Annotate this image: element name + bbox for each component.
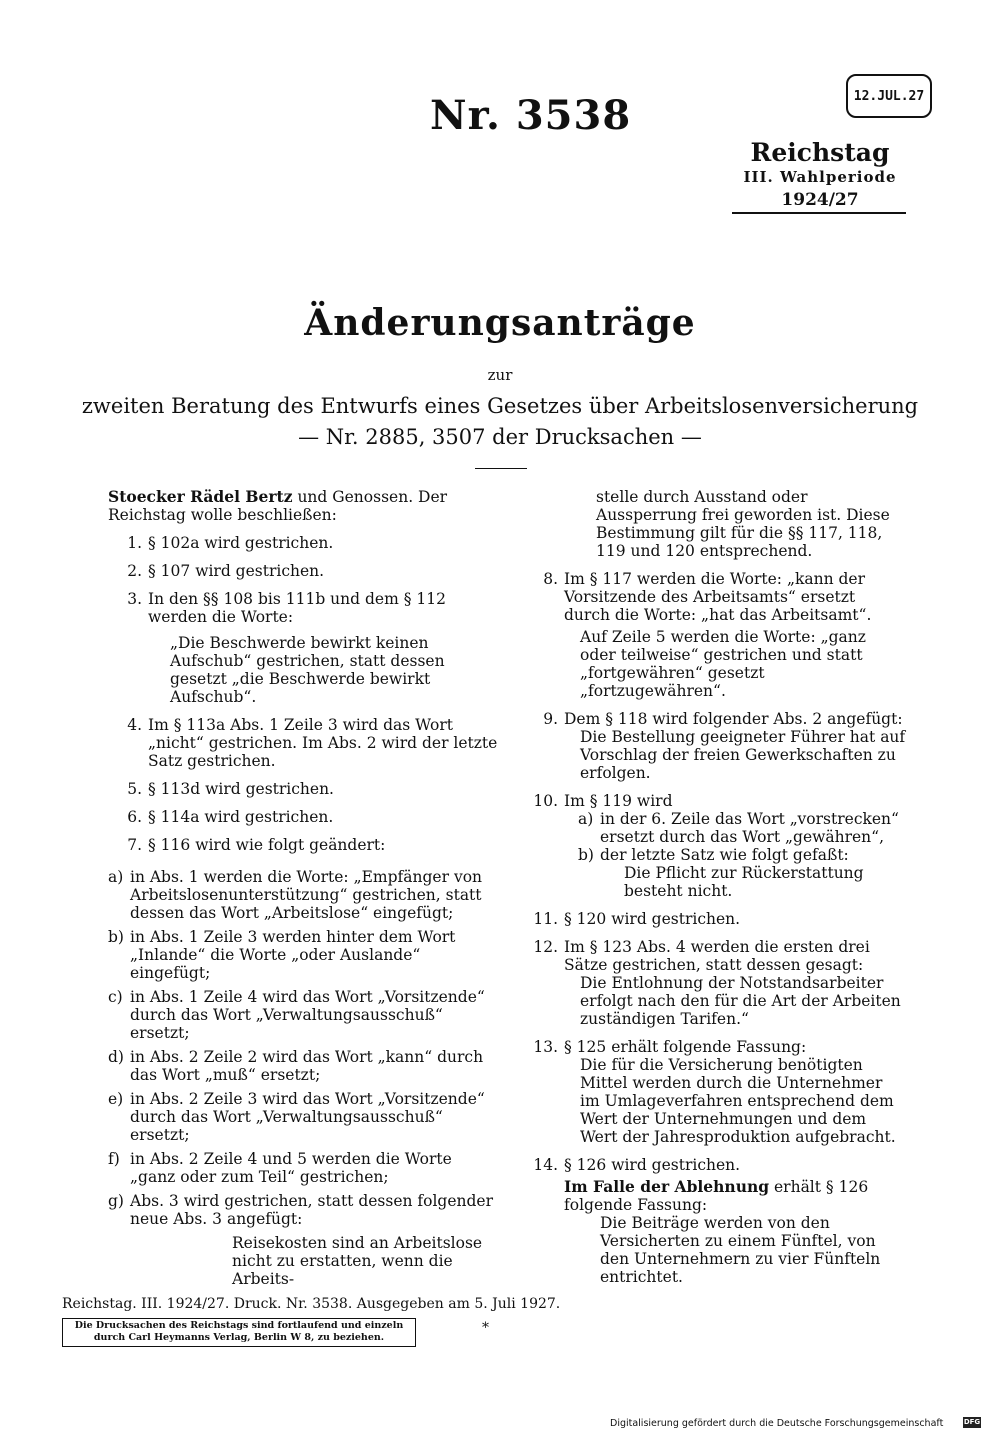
wahlperiode-label: III. Wahlperiode <box>743 168 897 186</box>
list-item: 11. § 120 wird gestrichen. <box>533 910 741 928</box>
publisher-box <box>62 1318 416 1347</box>
list-item: 4. Im § 113a Abs. 1 Zeile 3 wird das Wort „nicht“ gestrichen. Im Abs. 2 wird der letzte Satz gestrichen. <box>127 716 498 770</box>
list-item: 8. Im § 117 werden die Worte: „kann der Vorsitzende des Arbeitsamts“ ersetzt durch die Worte: „hat das Arbeitsamt“. <box>543 570 872 624</box>
intro <box>108 488 498 524</box>
list-item: 12. Im § 123 Abs. 4 werden die ersten drei Sätze gestrichen, statt dessen gesagt: <box>533 938 870 974</box>
digitization-credit: Digitalisierung gefördert durch die Deutsche Forschungsgemeinschaft <box>610 1418 944 1429</box>
sub-item: f) in Abs. 2 Zeile 4 und 5 werden die Worte „ganz oder zum Teil“ gestrichen; <box>108 1150 452 1186</box>
list-item: 6. § 114a wird gestrichen. <box>127 808 334 826</box>
list-item: 3. In den §§ 108 bis 111b und dem § 112 werden die Worte: <box>127 590 446 626</box>
list-item-detail: Die für die Versicherung benötigten Mittel werden durch die Unternehmer im Umlageverfahren entsprechend dem Wert der Unternehmungen und dem Wert der Jahresproduktion aufgebracht. <box>580 1056 896 1146</box>
list-item: 1. § 102a wird gestrichen. <box>127 534 334 552</box>
publisher-line-1: Die Drucksachen des Reichstags sind fortlaufend und einzeln <box>74 1320 404 1331</box>
sub-item: b) der letzte Satz wie folgt gefaßt: <box>578 846 849 864</box>
list-item: 5. § 113d wird gestrichen. <box>127 780 334 798</box>
document-number: Nr. 3538 <box>430 92 632 139</box>
list-item-detail: Die Bestellung geeigneter Führer hat auf Vorschlag der freien Gewerkschaften zu erfolgen. <box>580 728 906 782</box>
publication-line: Reichstag. III. 1924/27. Druck. Nr. 3538. Ausgegeben am 5. Juli 1927. <box>62 1296 561 1312</box>
document-title: Änderungsanträge <box>304 302 696 344</box>
title-subtitle: zweiten Beratung des Entwurfs eines Gesetzes über Arbeitslosenversicherung <box>81 394 919 418</box>
years-label: 1924/27 <box>781 190 859 210</box>
list-item: 13. § 125 erhält folgende Fassung: <box>533 1038 807 1056</box>
list-item: 7. § 116 wird wie folgt geändert: <box>127 836 386 854</box>
sub-item: a) in Abs. 1 werden die Worte: „Empfänger von Arbeitslosenunterstützung“ gestrichen, statt dessen das Wort „Arbeitslose“ eingefügt; <box>108 868 483 922</box>
left-column <box>108 488 498 1288</box>
list-item-detail: Die Entlohnung der Notstandsarbeiter erfolgt nach den für die Art der Arbeiten zuständigen Tarifen.“ <box>580 974 901 1028</box>
sub-item: a) in der 6. Zeile das Wort „vorstrecken“ ersetzt durch das Wort „gewähren“, <box>578 810 899 846</box>
intro-text: und Genossen. Der Reichstag wolle beschließen: <box>108 488 448 524</box>
title-divider <box>475 468 527 469</box>
date-stamp: 12.JUL.27 <box>846 74 932 118</box>
intro-names: Stoecker Rädel Bertz <box>108 487 293 506</box>
continued-text: stelle durch Ausstand oder Aussperrung frei geworden ist. Diese Bestimmung gilt für die §§ 117, 118, 119 und 120 entsprechend. <box>596 488 890 560</box>
list-item-detail: Die Beiträge werden von den Versicherten zu einem Fünftel, von den Unternehmern zu vier Fünfteln entrichtet. <box>600 1214 881 1286</box>
right-column <box>524 488 906 1286</box>
title-reference: — Nr. 2885, 3507 der Drucksachen — <box>298 425 702 449</box>
asterisk-mark: * <box>482 1320 489 1336</box>
list-item: 14. § 126 wird gestrichen. <box>533 1156 741 1174</box>
title-zur: zur <box>487 366 513 384</box>
dfg-logo: DFG <box>963 1418 981 1426</box>
sub-item: b) in Abs. 1 Zeile 3 werden hinter dem Wort „Inlande“ die Worte „oder Auslande“ eingefügt; <box>108 928 456 982</box>
header-rule <box>732 212 906 214</box>
list-item: 10. Im § 119 wird <box>533 792 673 810</box>
reichstag-label: Reichstag <box>750 138 890 167</box>
list-item-detail: Im Falle der Ablehnung erhält § 126 folgende Fassung: <box>564 1177 869 1214</box>
sub-item: c) in Abs. 1 Zeile 4 wird das Wort „Vorsitzende“ durch das Wort „Verwaltungsausschuß“ ersetzt; <box>108 988 485 1042</box>
list-item-quote: „Die Beschwerde bewirkt keinen Aufschub“ gestrichen, statt dessen gesetzt „die Beschwerde bewirkt Aufschub“. <box>170 634 445 706</box>
publisher-line-2: durch Carl Heymanns Verlag, Berlin W 8, zu beziehen. <box>93 1332 385 1343</box>
list-item: 2. § 107 wird gestrichen. <box>127 562 325 580</box>
sub-item: g) Abs. 3 wird gestrichen, statt dessen folgender neue Abs. 3 angefügt: <box>108 1192 494 1228</box>
sub-item: e) in Abs. 2 Zeile 3 wird das Wort „Vorsitzende“ durch das Wort „Verwaltungsausschuß“ ersetzt; <box>108 1090 485 1144</box>
list-item: 9. Dem § 118 wird folgender Abs. 2 angefügt: <box>543 710 903 728</box>
list-item-detail: Auf Zeile 5 werden die Worte: „ganz oder teilweise“ gestrichen und statt „fortgewähren“ gesetzt „fortzugewähren“. <box>580 628 866 700</box>
sub-item: d) in Abs. 2 Zeile 2 wird das Wort „kann“ durch das Wort „muß“ ersetzt; <box>108 1048 484 1084</box>
quote-text: Reisekosten sind an Arbeitslose nicht zu erstatten, wenn die Arbeits- <box>232 1234 483 1288</box>
list-item-detail: Die Pflicht zur Rückerstattung besteht nicht. <box>624 864 864 900</box>
